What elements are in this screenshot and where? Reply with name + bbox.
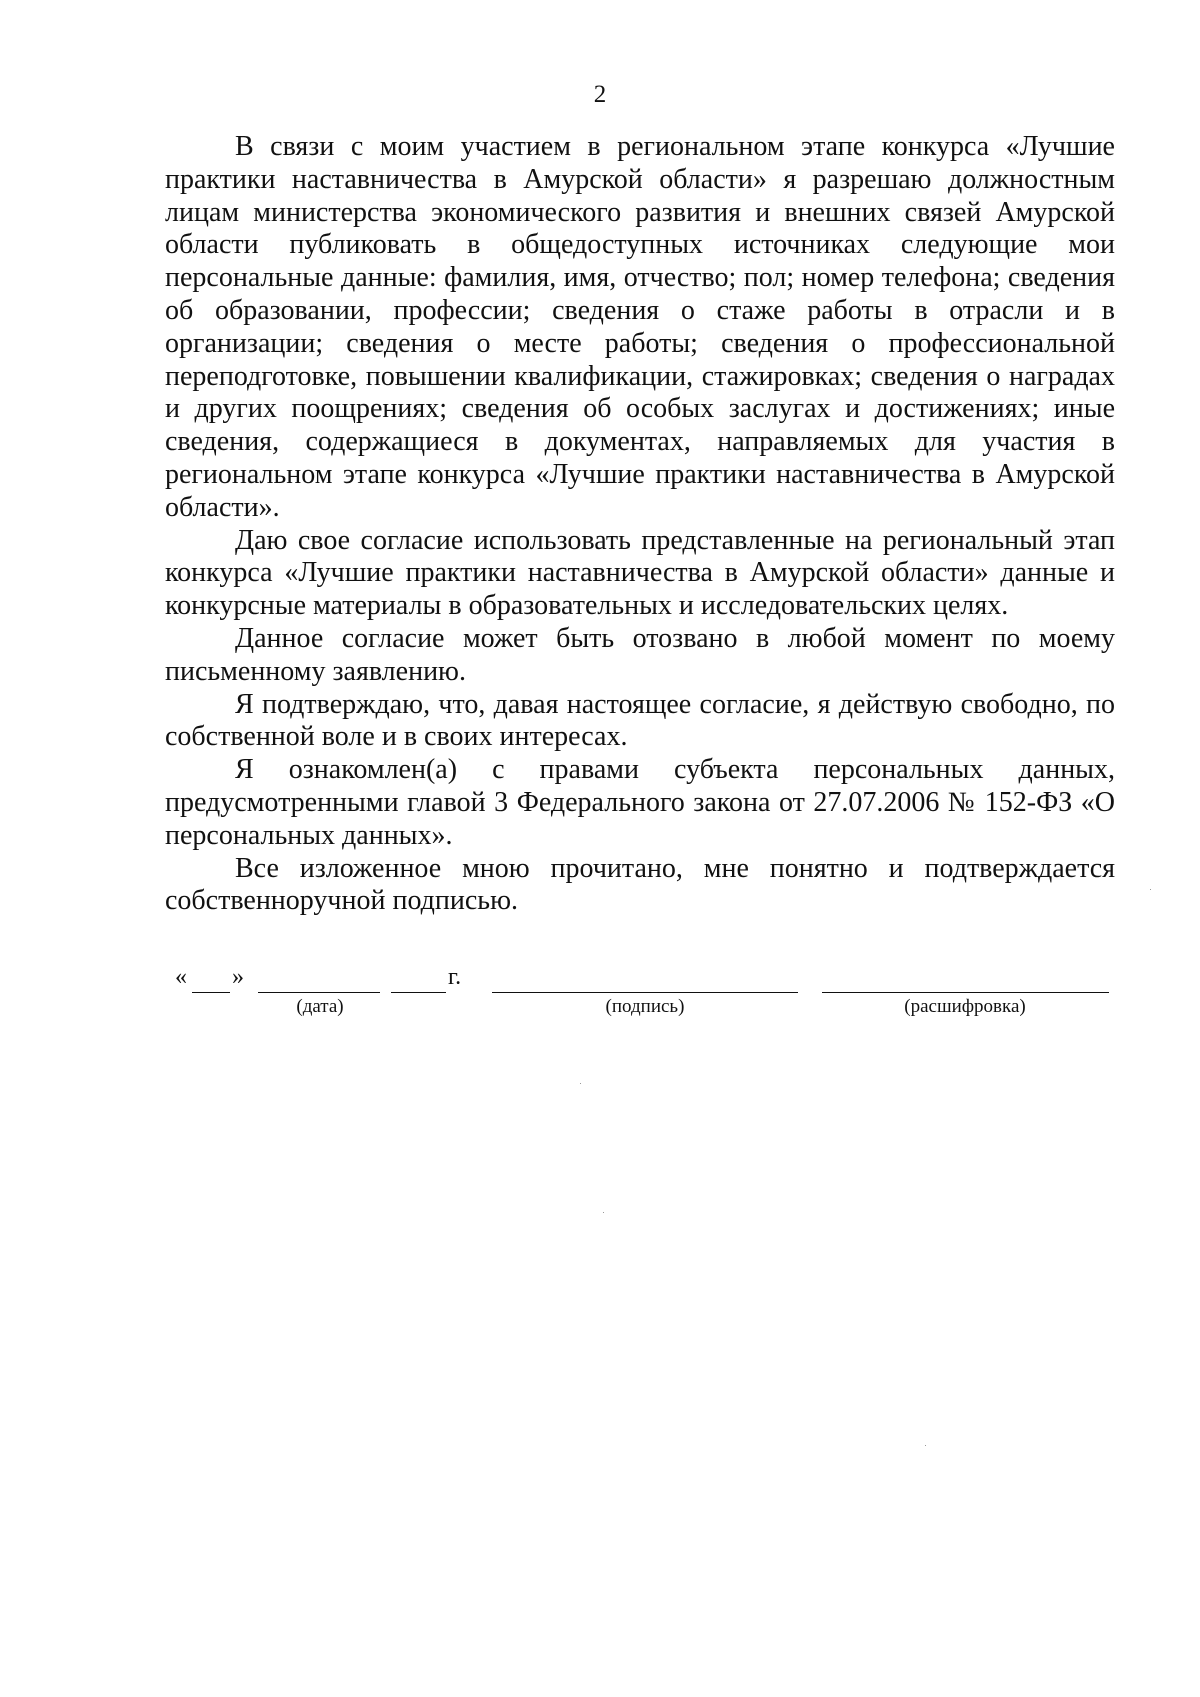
signature-row [165, 958, 1115, 1018]
paragraph-publication-consent: В связи с моим участием в региональном этапе конкурса «Лучшие практики наставничества в Амурской области» я разрешаю должностным лицам министерства экономического развития и внешних связей Амурской области публиковать в общедоступных источниках следующие мои персональные данные: фамилия, имя, отчество; пол; номер телефона; сведения об образовании, профессии; сведения о стаже работы в отрасли и в организации; сведения о месте работы; сведения о профессиональной переподготовке, повышении квалификации, стажировках; сведения о наградах и других поощрениях; сведения об особых заслугах и достижениях; иные сведения, содержащиеся в документах, направляемых для участия в региональном этапе конкурса «Лучшие практики наставничества в Амурской области». [165, 131, 1115, 523]
paragraph-rights-acknowledgement: Я ознакомлен(а) с правами субъекта персональных данных, предусмотренными главой 3 Федерального закона от 27.07.2006 № 152-ФЗ «О персональных данных». [165, 754, 1115, 851]
day-blank-line [192, 992, 230, 993]
date-caption: (дата) [296, 996, 344, 1017]
paragraph-materials-consent: Даю свое согласие использовать представленные на региональный этап конкурса «Лучшие практики наставничества в Амурской области» данные и конкурсные материалы в образовательных и исследовательских целях. [165, 524, 1115, 622]
year-suffix: г. [448, 964, 462, 990]
consent-text [165, 131, 1115, 918]
signature-caption: (подпись) [605, 996, 685, 1017]
decoding-caption: (расшифровка) [904, 996, 1026, 1017]
signature-blank-line [492, 992, 798, 993]
decoding-blank-line [822, 992, 1109, 993]
month-blank-line [258, 992, 380, 993]
paragraph-revocation: Данное согласие может быть отозвано в любой момент по моему письменному заявлению. [165, 622, 1115, 687]
year-blank-line [391, 992, 446, 993]
page-number: 2 [593, 81, 607, 108]
paragraph-free-will: Я подтверждаю, что, давая настоящее согласие, я действую свободно, по собственной воле и в своих интересах. [165, 688, 1115, 753]
date-open-quote: « [175, 964, 187, 990]
date-close-quote: » [232, 964, 244, 990]
paragraph-confirmation: Все изложенное мною прочитано, мне понятно и подтверждается собственноручной подписью. [165, 852, 1115, 917]
